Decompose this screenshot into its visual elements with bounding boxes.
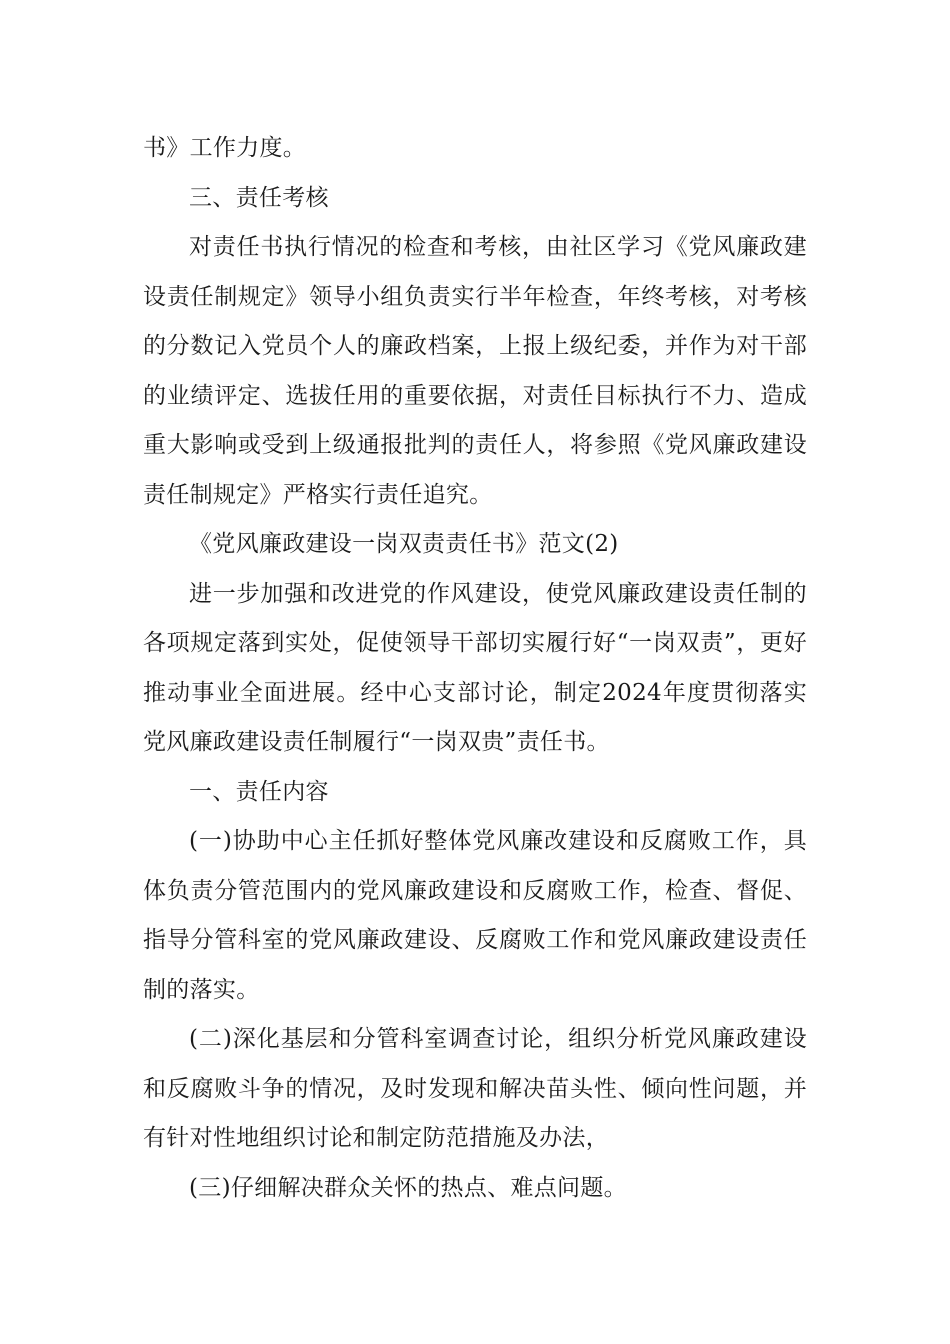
paragraph-intro: 进一步加强和改进党的作风建设，使党风廉政建设责任制的各项规定落到实处，促使领导干部切实履行好“一岗双责”，更好推动事业全面进展。经中心支部讨论，制定2024年度贯彻落实党风廉政建设责任制履行“一岗双贵”责任书。 <box>143 580 807 755</box>
section-heading-assessment: 三、责任考核 <box>189 184 329 211</box>
paragraph-item-2: (二)深化基层和分管科室调查讨论，组织分析党风廉政建设和反腐败斗争的情况，及时发现和解决苗头性、倾向性问题，并有针对性地组织讨论和制定防范措施及办法， <box>143 1026 807 1151</box>
document-subtitle: 《党风廉政建设一岗双责责任书》范文(2) <box>189 531 619 557</box>
document-body <box>143 124 807 1213</box>
section-heading-content: 一、责任内容 <box>189 778 329 805</box>
paragraph-assessment: 对责任书执行情况的检查和考核，由社区学习《党风廉政建设责任制规定》领导小组负责实行半年检查，年终考核，对考核的分数记入党员个人的廉政档案，上报上级纪委，并作为对干部的业绩评定、选拔任用的重要依据，对责任目标执行不力、造成重大影响或受到上级通报批判的责任人，将参照《党风廉政建设责任制规定》严格实行责任追究。 <box>143 234 807 508</box>
paragraph-continuation: 书》工作力度。 <box>143 135 307 161</box>
paragraph-item-3: (三)仔细解决群众关怀的热点、难点问题。 <box>189 1174 627 1201</box>
paragraph-item-1: (一)协助中心主任抓好整体党风廉改建设和反腐败工作，具体负责分管范围内的党风廉政建设和反腐败工作，检查、督促、指导分管科室的党风廉政建设、反腐败工作和党风廉政建设责任制的落实。 <box>143 828 807 1003</box>
